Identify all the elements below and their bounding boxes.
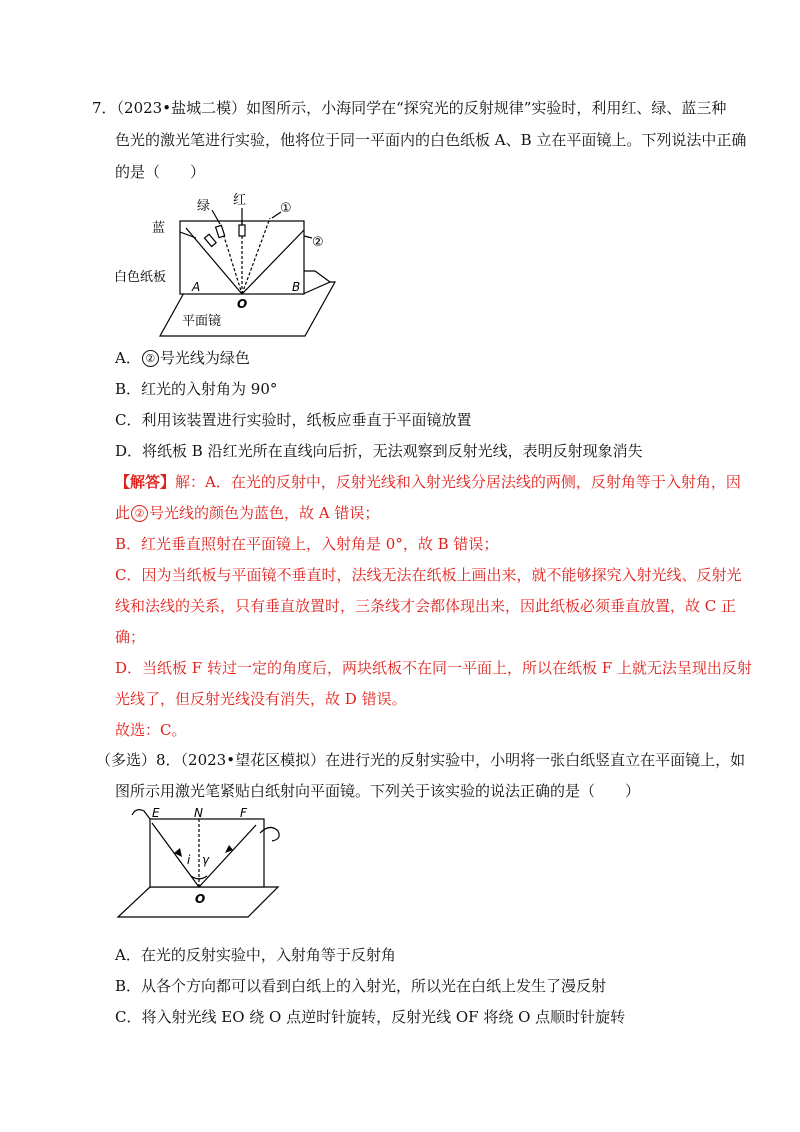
answer-tag: 【解答】 bbox=[115, 473, 176, 491]
q8-option-b: B．从各个方向都可以看到白纸上的入射光，所以光在白纸上发生了漫反射 bbox=[115, 977, 607, 995]
q8-figure bbox=[112, 805, 292, 925]
q7-answer-c1: C．因为当纸板与平面镜不垂直时，法线无法在纸板上画出来，就不能够探究入射光线、反射光 bbox=[115, 566, 742, 584]
label-angle-gamma: γ bbox=[202, 853, 210, 867]
label-board-a: A bbox=[192, 280, 201, 294]
label-paper-board: 白色纸板 bbox=[114, 270, 167, 285]
label-ray1: ① bbox=[280, 201, 292, 216]
label-f: F bbox=[240, 806, 247, 820]
q7-answer-d1: D．当纸板 F 转过一定的角度后，两块纸板不在同一平面上，所以在纸板 F 上就无法呈现出反射 bbox=[115, 659, 752, 677]
q7-figure bbox=[100, 188, 360, 340]
left-hand-icon bbox=[132, 810, 150, 819]
answer-a2-circled-number: ② bbox=[131, 505, 148, 522]
q7-option-a-circled-number: ② bbox=[142, 350, 159, 367]
q7-answer-line2 bbox=[115, 502, 379, 524]
q7-answer-d2: 光线了，但反射光线没有消失，故 D 错误。 bbox=[115, 690, 407, 708]
label-blue: 蓝 bbox=[152, 221, 166, 236]
q7-stem-line3: 的是（ ） bbox=[115, 163, 206, 181]
q7-stem-line2: 色光的激光笔进行实验，他将位于同一平面内的白色纸板 A、B 立在平面镜上。下列说法中正确 bbox=[115, 131, 747, 149]
q7-answer-choice: 故选：C。 bbox=[115, 721, 187, 739]
q7-option-b: B．红光的入射角为 90° bbox=[115, 380, 278, 398]
answer-a2-prefix: 此 bbox=[115, 504, 131, 522]
q7-option-a bbox=[115, 347, 250, 369]
q7-option-d: D．将纸板 B 沿红光所在直线向后折，无法观察到反射光线，表明反射现象消失 bbox=[115, 442, 643, 460]
q7-answer-c2: 线和法线的关系，只有垂直放置时，三条线才会都体现出来，因此纸板必须垂直放置，故 C 正 bbox=[115, 597, 737, 615]
red-laser-pen bbox=[239, 225, 245, 236]
label-angle-i: i bbox=[187, 853, 191, 867]
q7-option-a-prefix: A． bbox=[115, 349, 141, 367]
label-board-b: B bbox=[292, 280, 301, 294]
label-mirror: 平面镜 bbox=[182, 314, 222, 329]
label-green: 绿 bbox=[197, 199, 211, 214]
board-b-folded-edge bbox=[303, 271, 330, 294]
label-red: 红 bbox=[233, 193, 247, 208]
answer-a-text: 解：A．在光的反射中，反射光线和入射光线分居法线的两侧，反射角等于入射角，因 bbox=[175, 473, 741, 491]
answer-a2-text: 号光线的颜色为蓝色，故 A 错误； bbox=[149, 504, 380, 522]
label-n: N bbox=[194, 806, 203, 820]
ray2-label-leader bbox=[304, 236, 312, 238]
q7-stem-line1: 7．（2023•盐城二模）如图所示，小海同学在“探究光的反射规律”实验时，利用红、绿、蓝三种 bbox=[92, 99, 727, 117]
q7-answer-c3: 确； bbox=[115, 628, 146, 646]
label-point-o: O bbox=[237, 297, 248, 311]
label-point-o: O bbox=[195, 892, 206, 906]
q7-answer-b: B．红光垂直照射在平面镜上，入射角是 0°，故 B 错误； bbox=[115, 535, 499, 553]
q7-answer-line1 bbox=[115, 471, 741, 493]
q8-stem-line1: （多选）8．（2023•望花区模拟）在进行光的反射实验中，小明将一张白纸竖直立在平面镜上，如 bbox=[96, 751, 746, 769]
q8-stem-line2: 图所示用激光笔紧贴白纸射向平面镜。下列关于该实验的说法正确的是（ ） bbox=[115, 782, 641, 800]
q8-option-a: A．在光的反射实验中，入射角等于反射角 bbox=[115, 946, 396, 964]
q7-option-a-text: 号光线为绿色 bbox=[159, 349, 250, 367]
q8-option-c: C．将入射光线 EO 绕 O 点逆时针旋转，反射光线 OF 将绕 O 点顺时针旋转 bbox=[115, 1008, 626, 1026]
q7-option-c: C．利用该装置进行实验时，纸板应垂直于平面镜放置 bbox=[115, 411, 472, 429]
label-e: E bbox=[152, 806, 160, 820]
label-ray2: ② bbox=[312, 235, 324, 250]
